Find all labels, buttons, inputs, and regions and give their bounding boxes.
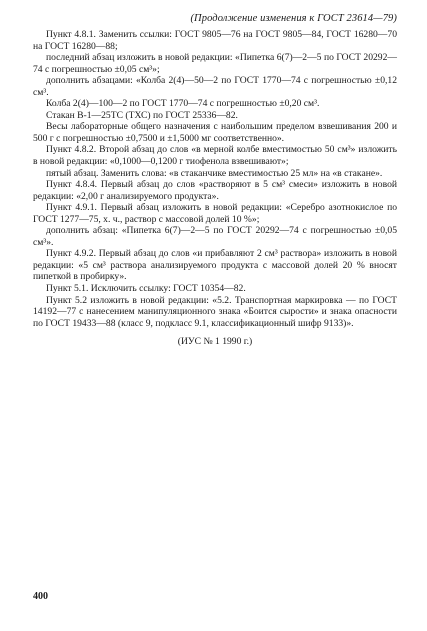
paragraph-6: Весы лабораторные общего назначения с наибольшим пределом взвешивания 200 и 500 г с погрешностью ±0,7500 и ±1,5000 мг соответственно». — [33, 121, 397, 144]
paragraph-12: Пункт 4.9.2. Первый абзац до слов «и прибавляют 2 см³ раствора» изложить в новой редакции: «5 см³ раствора анализируемого продукта с массовой долей 20 % вносят пипеткой в пробирку». — [33, 248, 397, 283]
paragraph-3: дополнить абзацами: «Колба 2(4)—50—2 по ГОСТ 1770—74 с погрешностью ±0,12 см³. — [33, 75, 397, 98]
document-body — [33, 29, 397, 348]
paragraph-1: Пункт 4.8.1. Заменить ссылки: ГОСТ 9805—76 на ГОСТ 9805—84, ГОСТ 16280—70 на ГОСТ 16280—88; — [33, 29, 397, 52]
paragraph-2: последний абзац изложить в новой редакции: «Пипетка 6(7)—2—5 по ГОСТ 20292—74 с погрешностью ±0,05 см³»; — [33, 52, 397, 75]
paragraph-13: Пункт 5.1. Исключить ссылку: ГОСТ 10354—82. — [46, 283, 246, 295]
paragraph-7: Пункт 4.8.2. Второй абзац до слов «в мерной колбе вместимостью 50 см³» изложить в новой редакции: «0,1000—0,1200 г тиофенола взвешивают»; — [33, 144, 397, 168]
paragraph-9: Пункт 4.8.4. Первый абзац до слов «растворяют в 5 см³ смеси» изложить в новой редакции: «2,00 г анализируемого продукта». — [33, 179, 397, 202]
paragraph-10: Пункт 4.9.1. Первый абзац изложить в новой редакции: «Серебро азотнокислое по ГОСТ 1277—75, х. ч., раствор с массовой долей 10 %»; — [33, 202, 397, 225]
paragraph-11: дополнить абзац: «Пипетка 6(7)—2—5 по ГОСТ 20292—74 с погрешностью ±0,05 см³». — [33, 225, 397, 248]
paragraph-4: Колба 2(4)—100—2 по ГОСТ 1770—74 с погрешностью ±0,20 см³. — [46, 98, 320, 110]
paragraph-14: Пункт 5.2 изложить в новой редакции: «5.2. Транспортная маркировка — по ГОСТ 14192—77 с нанесением манипуляционного знака «Боится сырости» и знака опасности по ГОСТ 19433—88 (класс 9, подкласс 9.1, классификационный шифр 9133)». — [33, 294, 397, 329]
source-note: (ИУС № 1 1990 г.) — [177, 336, 253, 348]
page-number: 400 — [33, 591, 48, 602]
paragraph-5: Стакан В-1—25ТС (ТХС) по ГОСТ 25336—82. — [46, 109, 238, 121]
paragraph-8: пятый абзац. Заменить слова: «в стаканчике вместимостью 25 мл» на «в стакане». — [46, 167, 383, 179]
page-header: (Продолжение изменения к ГОСТ 23614—79) — [190, 13, 397, 24]
